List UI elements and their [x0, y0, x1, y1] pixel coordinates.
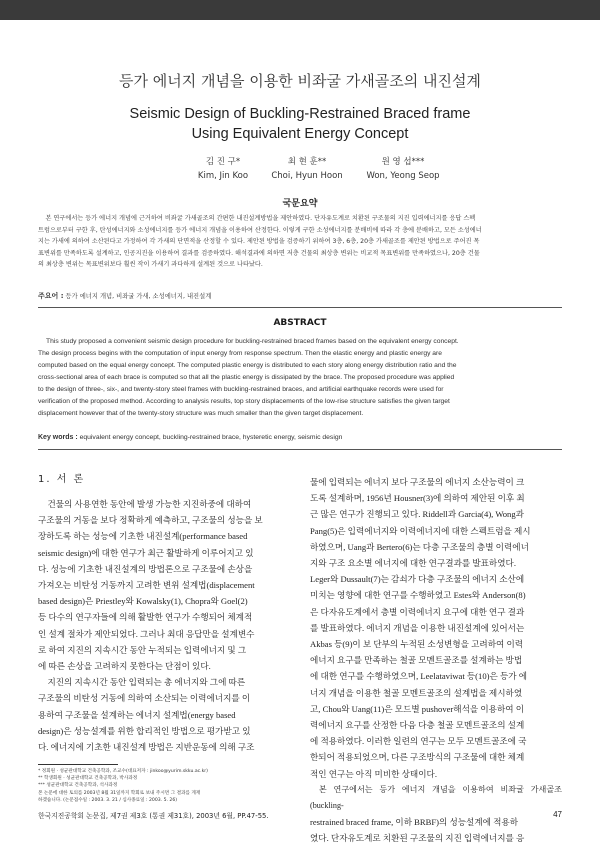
english-abstract — [38, 336, 562, 420]
left-column — [38, 496, 290, 755]
abstract-line: 본 연구에서는 등가 에너지 개념에 근거하여 비좌굴 가새골조의 간편한 내진설계방법을 제안하였다. 단자유도계로 치환된 구조물의 지진 입력에너지를 응답 스펙 — [45, 215, 476, 222]
korean-abstract — [38, 213, 562, 271]
body-line: Leger와 Dussault(7)는 감쇠가 다층 구조물의 에너지 소산에 — [310, 574, 525, 585]
abstract-line: The design process begins with the computation of input energy from response spectrum. Then the elastic energy and plastic energy are — [38, 350, 442, 357]
body-line: 다. 성능에 기초한 내진설계의 방법론으로 구조물에 손상을 — [38, 563, 253, 574]
body-line: 로 하여 지진의 지속시간 동안 누적되는 입력에너지 및 그 — [38, 644, 247, 655]
keywords-label: Key words : — [38, 434, 78, 441]
journal-footer: 한국지진공학회 논문집, 제7권 제3호 (통권 제31호), 2003년 6월, PP.47-55. — [38, 812, 269, 820]
abstract-line: computed based on the equal energy concept. The computed plastic energy is distributed to each story along energy distribution ratio and the — [38, 362, 457, 369]
abstract-line: 표변위를 만족하도록 설계하고, 인공지진을 이용하여 결과를 검증하였다. 해석결과에 의하면 저층 건물의 최상층 변위는 비교적 목표변위를 만족하였으나, 20층 건물 — [38, 249, 480, 257]
korean-title: 등가 에너지 개념을 이용한 비좌굴 가새골조의 내진설계 — [119, 72, 481, 90]
body-line: 고, Chou와 Uang(11)은 모드별 pushover해석을 이용하여 이 — [310, 703, 525, 714]
keywords-text: equivalent energy concept, buckling-restrained brace, hysteretic energy, seismic design — [79, 434, 343, 441]
body-line: restrained braced frame, 이하 BRBF)의 성능설계에 적용하 — [310, 817, 519, 828]
abstract-line: 지는 가새에 의하여 소산된다고 가정하여 각 가새의 단면적을 산정할 수 있다. 제안된 방법을 검증하기 위하여 3층, 6층, 20층 가새골조를 제안된 방법으로 주어진 목 — [38, 238, 480, 245]
korean-abstract-heading: 국문요약 — [282, 199, 318, 209]
abstract-line: cross-sectional area of each brace is computed so that all the plastic energy is dissipated by the brace. The proposed procedure was applied — [38, 374, 455, 381]
body-line: seismic design)에 대한 연구가 최근 활발하게 이루어지고 있 — [38, 547, 254, 558]
body-line: 에너지 요구를 만족하는 철골 모멘트골조를 설계하는 방법 — [310, 655, 523, 666]
footnote: 하겠습니다. (논문접수일 : 2003. 3. 21 / 심사종료일 : 2003. 5. 26) — [38, 797, 178, 803]
abstract-line: 트럼으로부터 구한 후, 탄성에너지와 소성에너지를 등가 에너지 개념을 이용하여 산정한다. 이렇게 구한 소성에너지를 분배비에 따라 각 층에 분배하고, 모든 소성에너 — [38, 226, 482, 234]
right-column — [310, 474, 562, 847]
page-number: 47 — [553, 810, 562, 819]
footnote-divider — [38, 764, 118, 765]
section-heading: 1. 서 론 — [38, 474, 86, 485]
body-line: 지진의 지속시간 동안 입력되는 총 에너지와 그에 따른 — [47, 677, 246, 688]
body-line: 한되어 적용되었으며, 다른 구조방식의 구조물에 대한 체계 — [310, 752, 525, 763]
author — [252, 155, 362, 183]
body-line: 에 대한 연구를 수행하였으며, Leelataviwat 등(10)은 등가 에 — [310, 671, 528, 682]
keywords-text: 등가 에너지 개념, 비좌굴 가새, 소성에너지, 내진설계 — [65, 293, 212, 300]
footnote: *** 성균관대학교 건축공학과, 석사과정 — [38, 783, 118, 789]
english-title-line: Using Equivalent Energy Concept — [191, 126, 409, 142]
body-line: 다. 에너지에 기초한 내진설계 방법은 지반운동에 의해 구조 — [38, 742, 255, 753]
body-line: 인 설계 절차가 제안되었다. 그러나 최대 응답만을 설계변수 — [38, 628, 255, 639]
body-line: 가져오는 비탄성 거동까지 고려한 변위 설계법(displacement — [38, 580, 255, 591]
footnote: * 정회원 · 성균관대학교 건축공학과, 조교수(대표저자 : jinkoo@yurim.skku.ac.kr) — [38, 769, 208, 774]
footnote: ** 학생회원 · 성균관대학교 건축공학과, 박사과정 — [38, 776, 138, 782]
body-line: 였다. 단자유도계로 치환된 구조물의 지진 입력에너지를 응 — [310, 833, 525, 844]
footnote: 본 논문에 대한 토의를 2003년 8월 31일까지 학회로 보내 주시면 그 결과를 게재 — [38, 790, 201, 796]
body-line: 적인 연구는 아직 미비한 상태이다. — [310, 768, 437, 779]
abstract-line: This study proposed a convenient seismic design procedure for buckling-restrained braced frames based on the equivalent energy concept. — [46, 338, 459, 345]
body-line: 지와 구조 요소별 에너지에 대한 연구결과를 발표하였다. — [310, 558, 516, 569]
body-line: 근 많은 연구가 진행되고 있다. Riddell과 Garcia(4), Wong과 — [310, 509, 524, 520]
body-line: based design)은 Priestley와 Kowalsky(1), Chopra와 Goel(2) — [38, 596, 248, 607]
divider — [38, 449, 562, 450]
divider — [38, 307, 562, 308]
body-line: 용하여 구조물을 설계하는 에너지 설계법(energy based — [38, 709, 236, 720]
body-line: 등 다수의 연구자들에 의해 활발한 연구가 수행되어 체계적 — [38, 612, 253, 623]
footnotes — [38, 768, 288, 804]
body-line: design)은 성능설계를 위한 합리적인 방법으로 평가받고 있 — [38, 725, 251, 736]
korean-keywords — [38, 291, 562, 301]
body-line: 장하도록 하는 성능에 기초한 내진설계(performance based — [38, 531, 248, 542]
body-line: 건물의 사용연한 동안에 발생 가능한 지진하중에 대하여 — [47, 499, 252, 509]
body-line: 에 따른 손상을 고려하지 못한다는 단점이 있다. — [38, 661, 211, 672]
author-name-en: Won, Yeong Seop — [366, 171, 440, 181]
body-line: 미치는 영향에 대한 연구를 수행하였고 Estes와 Anderson(8) — [310, 590, 526, 601]
body-line: 를 발표하였다. 에너지 개념을 이용한 내진설계에 있어서는 — [310, 622, 525, 633]
body-line: 너지 개념을 이용한 철골 모멘트골조의 설계법을 제시하였 — [310, 687, 523, 698]
abstract-line: 의 최상층 변위는 목표변위보다 훨씬 작이 가새기 과다하게 설계된 것으로 나타났다. — [38, 261, 263, 268]
body-line: 하였으며, Uang과 Bertero(6)는 다층 구조물의 층별 이력에너 — [310, 541, 529, 552]
body-line: Pang(5)은 입력에너지와 이력에너지에 대한 스펙트럼을 제시 — [310, 525, 531, 536]
author-name-kr: 김 진 구* — [205, 157, 241, 167]
english-title — [0, 104, 600, 144]
body-line: 본 연구에서는 등가 에너지 개념을 이용하여 비좌굴 가새골조(buckling- — [310, 784, 562, 811]
body-line: 에 적용하였다. 이러한 일련의 연구는 모두 모멘트골조에 국 — [310, 736, 527, 747]
english-abstract-heading: ABSTRACT — [273, 318, 327, 328]
body-line: 은 다자유도계에서 층별 이력에너지 요구에 대한 연구 결과 — [310, 606, 525, 617]
body-line: 력에너지 요구를 산정한 다음 다층 철골 모멘트골조의 설계 — [310, 720, 525, 731]
english-keywords — [38, 434, 562, 441]
top-band — [0, 0, 600, 20]
body-line: 물에 입력되는 에너지 보다 구조물의 에너지 소산능력이 크 — [310, 477, 525, 487]
author-name-kr: 원 영 섭*** — [381, 157, 425, 167]
author-name-en: Choi, Hyun Hoon — [271, 171, 343, 181]
body-line: 구조물의 비탄성 거동에 의하여 소산되는 이력에너지를 이 — [38, 693, 251, 704]
keywords-label: 주요어 : — [38, 292, 64, 300]
english-title-line: Seismic Design of Buckling-Restrained Braced frame — [129, 106, 471, 122]
author-name-kr: 최 현 훈** — [287, 157, 327, 167]
author-name-en: Kim, Jin Koo — [197, 171, 249, 181]
author — [348, 155, 458, 183]
body-line: 도록 설계하며, 1956년 Housner(3)에 의하여 제안된 이후 최 — [310, 493, 525, 504]
abstract-line: displacement however that of the twenty-story structure was much smaller than the given target displacement. — [38, 410, 364, 417]
abstract-line: verification of the proposed method. According to analysis results, top story displacements of the low-rise structure satisfies the given target — [38, 398, 450, 405]
abstract-line: to the design of three-, six-, and twenty-story steel frames with buckling-restrained braces, and artificial earthquake records were used for — [38, 386, 444, 393]
body-line: 구조물의 거동을 보다 정확하게 예측하고, 구조물의 성능을 보 — [38, 515, 263, 526]
body-line: Akbas 등(9)이 보 단부의 누적된 소성변형을 고려하여 이력 — [310, 639, 524, 650]
